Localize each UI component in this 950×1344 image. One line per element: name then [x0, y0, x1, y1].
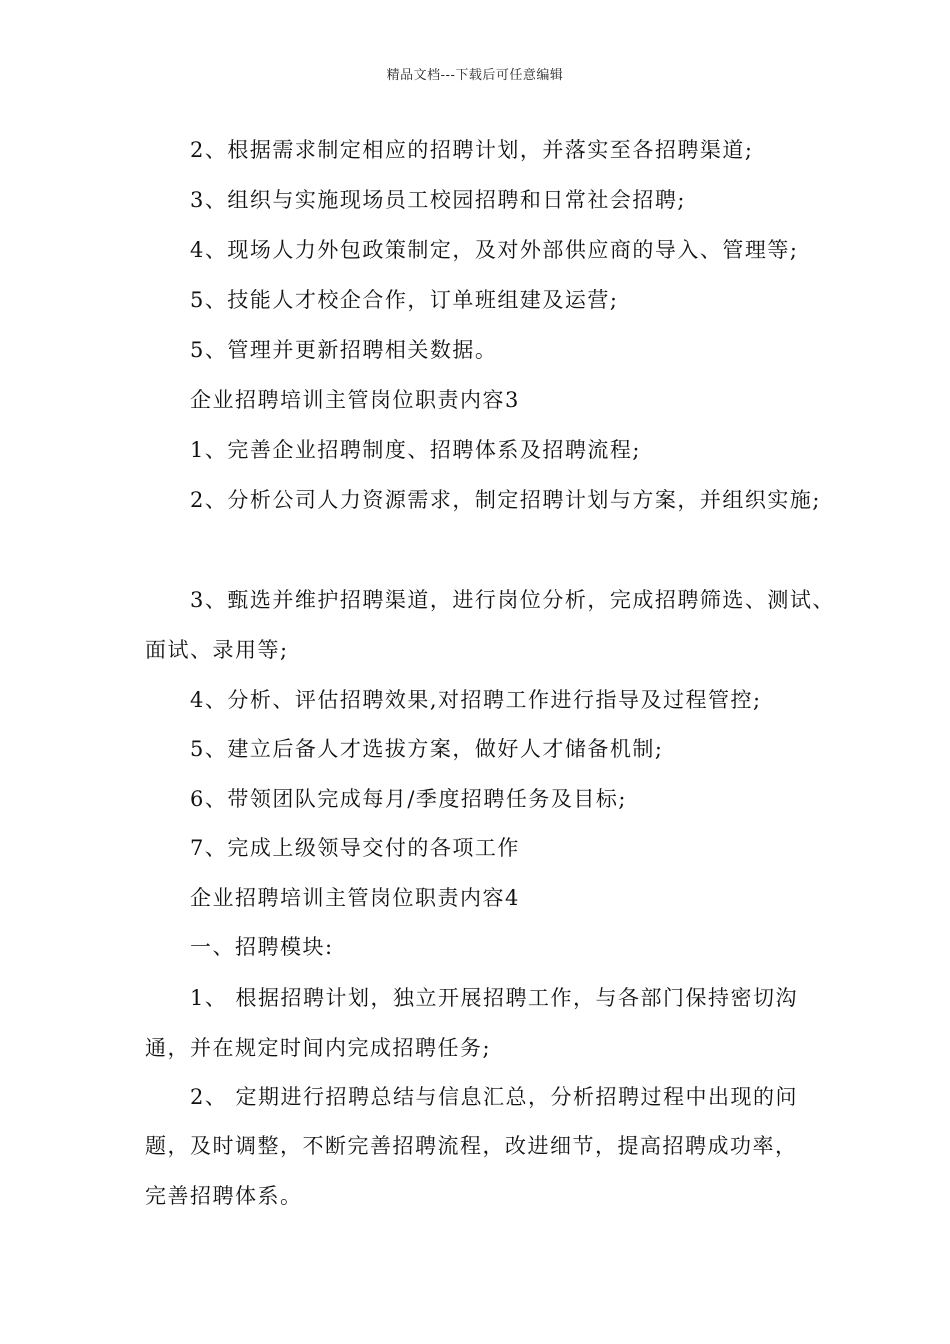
- paragraph-line: 5、管理并更新招聘相关数据。: [190, 338, 498, 362]
- paragraph-line: 3、组织与实施现场员工校园招聘和日常社会招聘;: [190, 188, 686, 212]
- paragraph-line: 7、完成上级领导交付的各项工作: [190, 836, 520, 860]
- paragraph-line: 1、完善企业招聘制度、招聘体系及招聘流程;: [190, 438, 641, 462]
- paragraph-line: 通，并在规定时间内完成招聘任务;: [145, 1036, 492, 1060]
- page-header: 精品文档---下载后可任意编辑: [386, 68, 564, 83]
- paragraph-line: 4、现场人力外包政策制定，及对外部供应商的导入、管理等;: [190, 238, 799, 262]
- paragraph-line: 面试、录用等;: [145, 638, 289, 662]
- subsection-heading: 一、招聘模块:: [190, 935, 334, 959]
- paragraph-line: 5、技能人才校企合作，订单班组建及运营;: [190, 288, 619, 312]
- paragraph-line: 2、根据需求制定相应的招聘计划，并落实至各招聘渠道;: [190, 138, 754, 162]
- paragraph-line: 5、建立后备人才选拔方案，做好人才储备机制;: [190, 737, 664, 761]
- section-heading: 企业招聘培训主管岗位职责内容4: [190, 886, 520, 910]
- paragraph-line: 2、分析公司人力资源需求，制定招聘计划与方案，并组织实施;: [190, 488, 821, 512]
- paragraph-line: 1、 根据招聘计划，独立开展招聘工作，与各部门保持密切沟: [190, 986, 799, 1010]
- paragraph-line: 4、分析、评估招聘效果,对招聘工作进行指导及过程管控;: [190, 688, 762, 712]
- paragraph-line: 2、 定期进行招聘总结与信息汇总，分析招聘过程中出现的问: [190, 1085, 799, 1109]
- paragraph-line: 3、甄选并维护招聘渠道，进行岗位分析，完成招聘筛选、测试、: [190, 588, 835, 612]
- section-heading: 企业招聘培训主管岗位职责内容3: [190, 388, 520, 412]
- paragraph-line: 完善招聘体系。: [145, 1184, 303, 1208]
- paragraph-line: 6、带领团队完成每月/季度招聘任务及目标;: [190, 787, 628, 811]
- paragraph-line: 题，及时调整，不断完善招聘流程，改进细节，提高招聘成功率，: [145, 1134, 798, 1158]
